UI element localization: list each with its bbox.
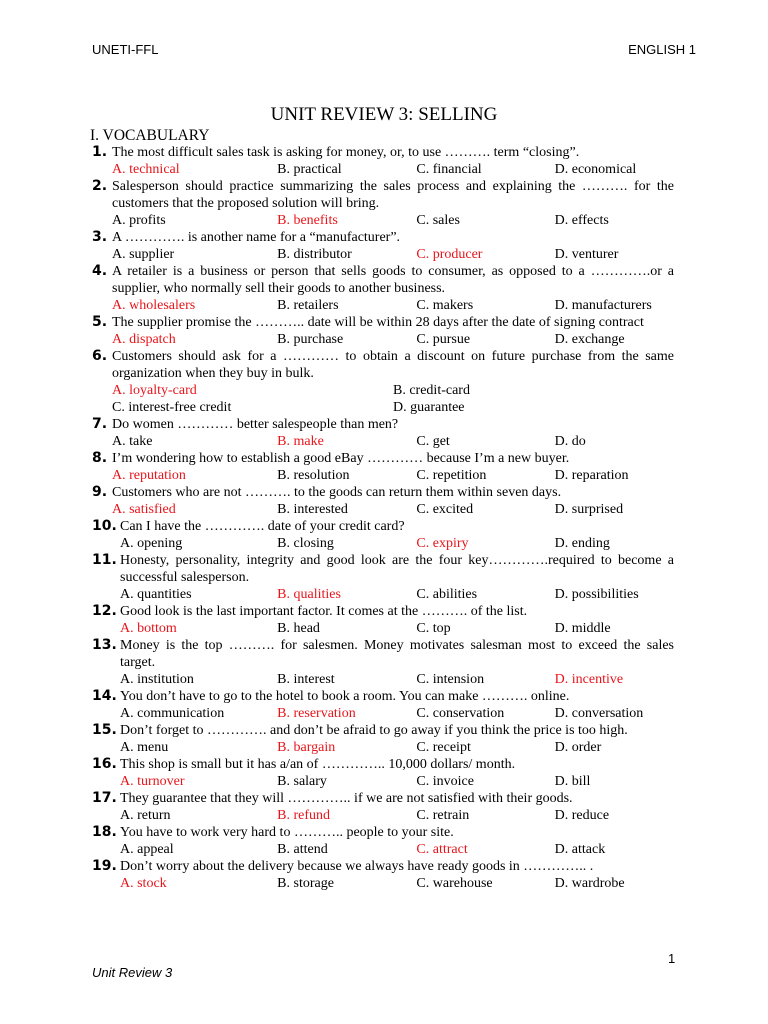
question-number: 9. [92, 484, 108, 500]
question-number: 6. [92, 348, 108, 364]
question-number: 14. [92, 688, 117, 704]
option: D. order [554, 740, 602, 755]
answer-option: A. wholesalers [112, 298, 196, 313]
option: D. middle [554, 621, 611, 636]
question-number: 4. [92, 263, 108, 279]
option: C. financial [416, 162, 482, 177]
answer-option: C. producer [416, 247, 483, 262]
option-row [112, 433, 674, 450]
question-number: 7. [92, 416, 108, 432]
option: C. intension [416, 672, 485, 687]
option: A. profits [112, 213, 166, 228]
option-row [112, 382, 674, 399]
question-number: 19. [92, 858, 117, 874]
option: D. wardrobe [554, 876, 625, 891]
option: A. return [120, 808, 171, 823]
answer-option: C. expiry [416, 536, 469, 551]
option-row [112, 467, 674, 484]
option-row [112, 501, 674, 518]
option: C. excited [416, 502, 474, 517]
option-row [112, 331, 674, 348]
answer-option: A. loyalty-card [112, 383, 197, 398]
question-text: You don’t have to go to the hotel to book a room. You can make ………. online. [120, 689, 570, 704]
question-item [92, 688, 674, 722]
answer-option: B. refund [277, 808, 331, 823]
question-text: Do women ………… better salespeople than men? [112, 417, 399, 432]
question-item [92, 484, 674, 518]
option: D. conversation [554, 706, 644, 721]
option: B. distributor [277, 247, 352, 262]
option-row [112, 399, 674, 416]
question-item [92, 314, 674, 348]
question-number: 13. [92, 637, 117, 653]
option: C. repetition [416, 468, 487, 483]
option: B. interested [277, 502, 348, 517]
question-text: They guarantee that they will ………….. if we are not satisfied with their goods. [120, 791, 573, 806]
page-number: 1 [668, 951, 676, 966]
option: B. practical [277, 162, 342, 177]
question-number: 17. [92, 790, 117, 806]
question-item [92, 178, 674, 229]
question-text: Salesperson should practice summarizing the sales process and explaining the ………. for the customers that the proposed solution will bring. [112, 179, 674, 211]
option-row [120, 586, 674, 603]
option: B. interest [277, 672, 335, 687]
option: C. makers [416, 298, 474, 313]
option: D. effects [554, 213, 609, 228]
option: B. salary [277, 774, 327, 789]
option: A. opening [120, 536, 183, 551]
question-item [92, 858, 674, 892]
question-text: Money is the top ………. for salesmen. Money motivates salesman most to exceed the sales target. [120, 638, 674, 670]
answer-option: B. benefits [277, 213, 338, 228]
question-item [92, 637, 674, 688]
question-item [92, 416, 674, 450]
question-item [92, 518, 674, 552]
answer-option: D. incentive [554, 672, 624, 687]
option: D. reparation [554, 468, 629, 483]
option: C. retrain [416, 808, 470, 823]
header-right: ENGLISH 1 [628, 42, 696, 57]
answer-option: A. turnover [120, 774, 185, 789]
question-number: 2. [92, 178, 108, 194]
question-number: 1. [92, 144, 108, 160]
option: D. attack [554, 842, 606, 857]
option-row [120, 535, 674, 552]
option: C. warehouse [416, 876, 493, 891]
option: B. purchase [277, 332, 344, 347]
answer-option: B. bargain [277, 740, 336, 755]
question-item [92, 756, 674, 790]
option-row [112, 246, 674, 263]
question-text: I’m wondering how to establish a good eBay ………… because I’m a new buyer. [112, 451, 570, 466]
option: A. supplier [112, 247, 175, 262]
option-row [112, 212, 674, 229]
question-text: Customers should ask for a ………… to obtain a discount on future purchase from the same organization when they buy in bulk. [112, 349, 674, 381]
option: C. pursue [416, 332, 471, 347]
question-number: 8. [92, 450, 108, 466]
option: D. bill [554, 774, 591, 789]
question-item [92, 552, 674, 603]
option-row [112, 297, 674, 314]
answer-option: A. technical [112, 162, 180, 177]
question-text: The supplier promise the ……….. date will be within 28 days after the date of signing contract [112, 315, 644, 330]
question-item [92, 824, 674, 858]
option: C. conservation [416, 706, 505, 721]
option-row [120, 739, 674, 756]
option: C. invoice [416, 774, 474, 789]
option: C. sales [416, 213, 460, 228]
option-row [120, 773, 674, 790]
option: D. possibilities [554, 587, 639, 602]
option: C. receipt [416, 740, 471, 755]
footer-text: Unit Review 3 [92, 965, 173, 980]
answer-option: A. bottom [120, 621, 177, 636]
option: D. ending [554, 536, 610, 551]
option: D. exchange [554, 332, 625, 347]
answer-option: B. qualities [277, 587, 341, 602]
option: D. guarantee [393, 400, 465, 415]
option: D. venturer [554, 247, 619, 262]
question-item [92, 348, 674, 416]
option: C. abilities [416, 587, 478, 602]
section-heading: I. VOCABULARY [90, 127, 210, 144]
option-row [120, 841, 674, 858]
question-number: 15. [92, 722, 117, 738]
question-list [92, 144, 674, 892]
question-number: 11. [92, 552, 117, 568]
option: D. manufacturers [554, 298, 652, 313]
option: B. head [277, 621, 320, 636]
question-item [92, 263, 674, 314]
option-row [112, 161, 674, 178]
question-number: 10. [92, 518, 117, 534]
question-number: 5. [92, 314, 108, 330]
option: D. surprised [554, 502, 624, 517]
option-row [120, 671, 674, 688]
option: D. do [554, 434, 586, 449]
question-number: 12. [92, 603, 117, 619]
question-item [92, 603, 674, 637]
question-number: 3. [92, 229, 108, 245]
option: C. top [416, 621, 451, 636]
question-item [92, 229, 674, 263]
option-row [120, 620, 674, 637]
question-text: Good look is the last important factor. It comes at the ………. of the list. [120, 604, 528, 619]
question-text: This shop is small but it has a/an of ………….. 10,000 dollars/ month. [120, 757, 516, 772]
answer-option: A. satisfied [112, 502, 176, 517]
question-item [92, 144, 674, 178]
option: A. menu [120, 740, 169, 755]
option: B. closing [277, 536, 334, 551]
option: C. interest-free credit [112, 400, 232, 415]
option: D. economical [554, 162, 637, 177]
question-text: Don’t worry about the delivery because we always have ready goods in ………….. . [120, 859, 594, 874]
option-row [120, 807, 674, 824]
option: D. reduce [554, 808, 610, 823]
page-title: UNIT REVIEW 3: SELLING [270, 104, 498, 125]
answer-option: A. stock [120, 876, 167, 891]
answer-option: A. reputation [112, 468, 186, 483]
option: B. storage [277, 876, 334, 891]
question-number: 18. [92, 824, 117, 840]
option: B. retailers [277, 298, 339, 313]
option: B. resolution [277, 468, 350, 483]
question-text: Can I have the …………. date of your credit card? [120, 519, 405, 534]
question-item [92, 722, 674, 756]
question-item [92, 450, 674, 484]
option: A. communication [120, 706, 225, 721]
question-item [92, 790, 674, 824]
question-text: Honesty, personality, integrity and good look are the four key………….required to become a successful salesperson. [120, 553, 674, 585]
question-text: The most difficult sales task is asking for money, or, to use ………. term “closing”. [112, 145, 580, 160]
question-number: 16. [92, 756, 117, 772]
answer-option: C. attract [416, 842, 468, 857]
question-text: A retailer is a business or person that sells goods to consumer, as opposed to a ………….or a supplier, who normally sell their goods to another business. [112, 264, 674, 296]
option: A. take [112, 434, 153, 449]
question-text: Don’t forget to …………. and don’t be afraid to go away if you think the price is too high. [120, 723, 628, 738]
question-text: A …………. is another name for a “manufacturer”. [112, 230, 401, 245]
option-row [120, 705, 674, 722]
option: B. attend [277, 842, 328, 857]
option: A. institution [120, 672, 194, 687]
question-text: Customers who are not ………. to the goods can return them within seven days. [112, 485, 562, 500]
option-row [120, 875, 674, 892]
answer-option: B. reservation [277, 706, 356, 721]
question-text: You have to work very hard to ……….. people to your site. [120, 825, 454, 840]
header-left: UNETI-FFL [92, 42, 159, 57]
option: C. get [416, 434, 450, 449]
option: B. credit-card [393, 383, 470, 398]
option: A. appeal [120, 842, 174, 857]
option: A. quantities [120, 587, 192, 602]
answer-option: A. dispatch [112, 332, 176, 347]
answer-option: B. make [277, 434, 324, 449]
